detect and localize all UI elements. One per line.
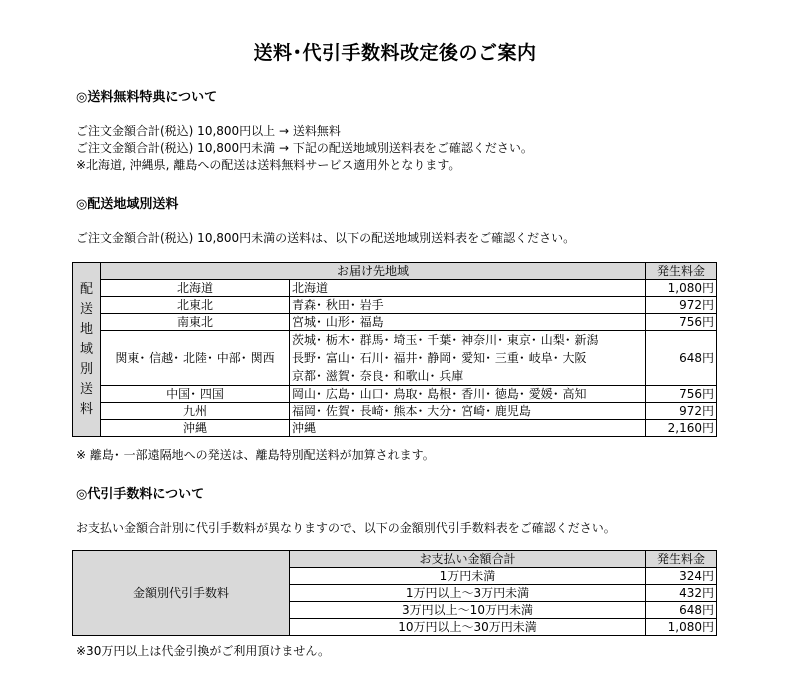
fee-cell: 1,080円 [646,280,717,297]
table-header-row [73,551,717,568]
regional-shipping-table [72,262,717,437]
table-row [73,314,717,331]
fee-cell: 648円 [646,331,717,386]
cod-fee-intro: お支払い金額合計別に代引手数料が異なりますので、以下の金額別代引手数料表をご確認ください。 [76,521,616,535]
free-shipping-note: ※北海道, 沖縄県, 離島への配送は送料無料サービス適用外となります。 [76,158,461,172]
free-shipping-line-2: ご注文金額合計(税込) 10,800円未満 → 下記の配送地域別送料表をご確認ください。 [76,141,533,155]
region-cell: 北海道 [101,280,290,297]
prefecture-cell: 北海道 [290,280,646,297]
table-header-row [73,263,717,280]
fee-cell: 1,080円 [646,619,717,636]
prefecture-cell: 岡山･ 広島･ 山口･ 鳥取･ 島根･ 香川･ 徳島･ 愛媛･ 高知 [290,386,646,403]
table-row [73,331,717,386]
amount-range-cell: 10万円以上～30万円未満 [290,619,646,636]
region-cell: 沖縄 [101,420,290,437]
header-fee: 発生料金 [646,551,717,568]
prefecture-line: 京都･ 滋賀･ 奈良･ 和歌山･ 兵庫 [292,369,464,383]
regional-shipping-intro: ご注文金額合計(税込) 10,800円未満の送料は、以下の配送地域別送料表をご確認ください。 [76,231,576,245]
cod-fee-note: ※30万円以上は代金引換がご利用頂けません。 [76,644,331,658]
prefecture-cell: 青森･ 秋田･ 岩手 [290,297,646,314]
region-cell: 九州 [101,403,290,420]
prefecture-cell: 宮城･ 山形･ 福島 [290,314,646,331]
prefecture-cell: 沖縄 [290,420,646,437]
fee-cell: 324円 [646,568,717,585]
fee-cell: 432円 [646,585,717,602]
amount-range-cell: 3万円以上～10万円未満 [290,602,646,619]
table-row [73,386,717,403]
free-shipping-heading: ◎送料無料特典について [76,90,218,105]
region-cell: 北東北 [101,297,290,314]
free-shipping-line-1: ご注文金額合計(税込) 10,800円以上 → 送料無料 [76,124,341,138]
regional-shipping-note: ※ 離島･ 一部遠隔地への発送は、離島特別配送料が加算されます。 [76,448,435,462]
regional-shipping-heading: ◎配送地域別送料 [76,197,179,212]
cod-fee-heading: ◎代引手数料について [76,487,205,502]
side-label-cod: 金額別代引手数料 [73,551,290,636]
prefecture-cell: 福岡･ 佐賀･ 長崎･ 熊本･ 大分･ 宮崎･ 鹿児島 [290,403,646,420]
table-row [73,297,717,314]
page-title: 送料･代引手数料改定後のご案内 [253,42,537,64]
header-destination: お届け先地域 [101,263,646,280]
side-label-regional: 配送地域別送料 [73,263,101,437]
fee-cell: 756円 [646,386,717,403]
fee-cell: 648円 [646,602,717,619]
fee-cell: 972円 [646,297,717,314]
table-row [73,420,717,437]
fee-cell: 756円 [646,314,717,331]
prefecture-line: 茨城･ 栃木･ 群馬･ 埼玉･ 千葉･ 神奈川･ 東京･ 山梨･ 新潟 [292,333,599,347]
amount-range-cell: 1万円未満 [290,568,646,585]
region-cell: 関東･ 信越･ 北陸･ 中部･ 関西 [101,331,290,386]
fee-cell: 972円 [646,403,717,420]
header-amount: お支払い金額合計 [290,551,646,568]
region-cell: 中国･ 四国 [101,386,290,403]
prefecture-cell [290,331,646,386]
table-row [73,280,717,297]
region-cell: 南東北 [101,314,290,331]
cod-fee-table [72,550,717,636]
prefecture-line: 長野･ 富山･ 石川･ 福井･ 静岡･ 愛知･ 三重･ 岐阜･ 大阪 [292,351,587,365]
table-row [73,403,717,420]
amount-range-cell: 1万円以上～3万円未満 [290,585,646,602]
fee-cell: 2,160円 [646,420,717,437]
header-fee: 発生料金 [646,263,717,280]
